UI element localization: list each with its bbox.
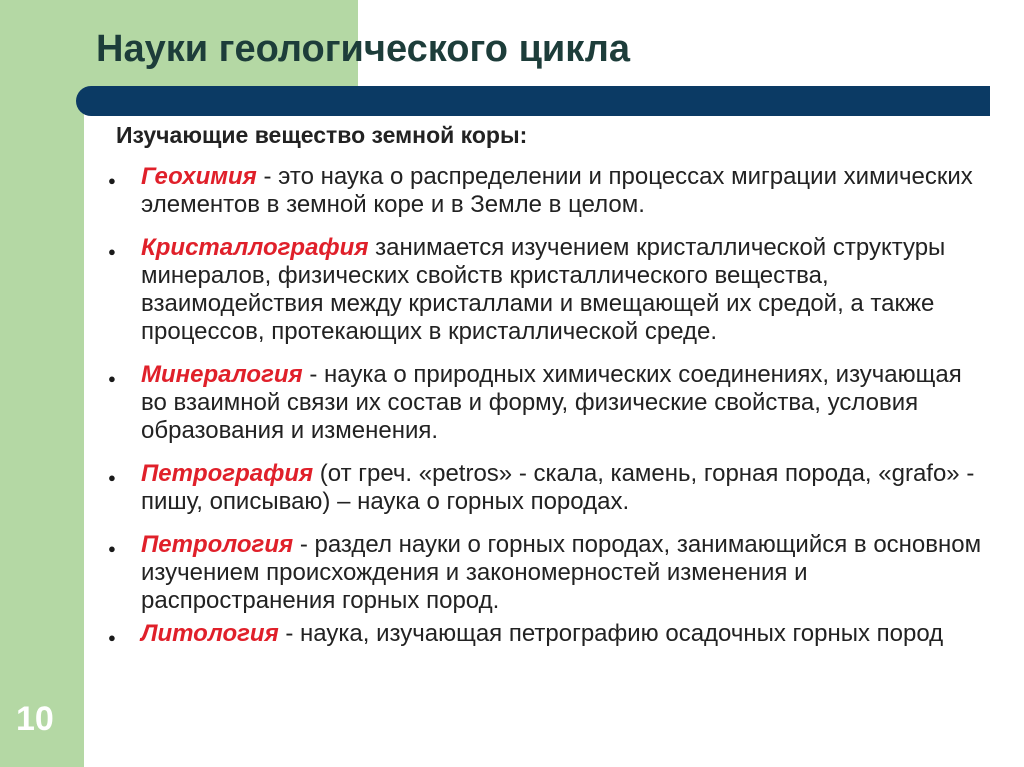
bullet-icon: ● xyxy=(108,541,116,556)
term-description: - это наука о распределении и процессах миграции химических элементов в земной коре и в Земле в целом. xyxy=(141,163,973,218)
bullet-icon: ● xyxy=(108,371,116,386)
term-description: - наука, изучающая петрографию осадочных горных пород xyxy=(278,620,944,647)
slide-title: Науки геологического цикла xyxy=(96,28,631,70)
left-decor-bar xyxy=(0,0,84,767)
list-item xyxy=(108,234,988,346)
term-name: Кристаллография xyxy=(141,234,369,261)
bullet-icon: ● xyxy=(108,630,116,645)
section-subtitle: Изучающие вещество земной коры: xyxy=(116,122,528,148)
page-number: 10 xyxy=(16,700,54,738)
term-description: - раздел науки о горных породах, занимающийся в основном изучением происхождения и закономерностей изменения и распространения горных пород. xyxy=(141,531,982,614)
list-item xyxy=(108,163,988,219)
slide-content xyxy=(108,122,988,663)
bullet-icon: ● xyxy=(108,244,116,259)
term-name: Петрография xyxy=(141,460,314,487)
list-item xyxy=(108,531,988,615)
term-name: Минералогия xyxy=(141,361,303,388)
list-item xyxy=(108,460,988,516)
science-list xyxy=(108,163,988,648)
bullet-icon: ● xyxy=(108,173,116,188)
list-item xyxy=(108,361,988,445)
term-name: Геохимия xyxy=(141,163,257,190)
title-underline-bar xyxy=(76,86,990,116)
term-description: (от греч. «petros» - скала, камень, горная порода, «grafo» - пишу, описываю) – наука о горных породах. xyxy=(141,460,975,515)
bullet-icon: ● xyxy=(108,470,116,485)
list-item xyxy=(108,620,988,648)
term-name: Петрология xyxy=(141,531,294,558)
term-description: занимается изучением кристаллической структуры минералов, физических свойств кристаллического вещества, взаимодействия между кристаллами и вмещающей их средой, а также процессов, протекающих в кристаллической среде. xyxy=(141,234,946,345)
term-description: - наука о природных химических соединениях, изучающая во взаимной связи их состав и форму, физические свойства, условия образования и изменения. xyxy=(141,361,962,444)
term-name: Литология xyxy=(141,620,279,647)
